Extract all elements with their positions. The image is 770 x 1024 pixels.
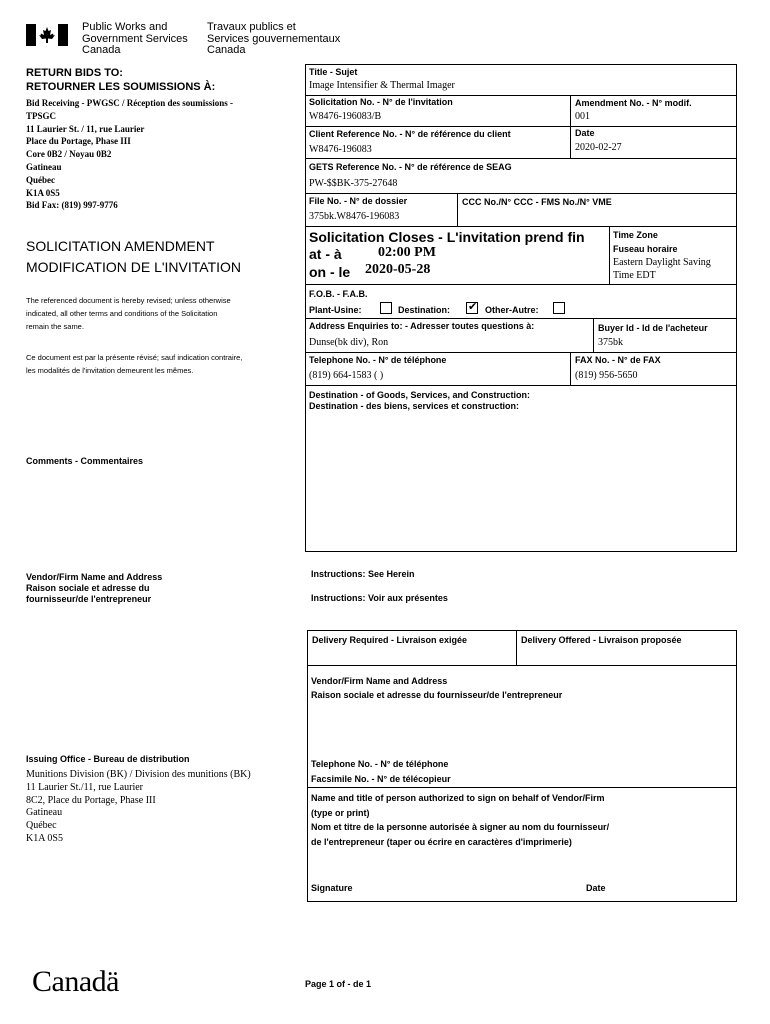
date-label: Date xyxy=(575,128,595,138)
department-name-en xyxy=(82,22,188,57)
buyer-id-label: Buyer Id - Id de l'acheteur xyxy=(598,323,708,333)
timezone-label: Time Zone xyxy=(613,230,658,240)
amendment-text-line: indicated, all other terms and conditions of the Solicitation xyxy=(26,309,218,318)
timezone-block xyxy=(613,228,736,283)
delivery-required-label: Delivery Required - Livraison exigée xyxy=(312,635,468,645)
at-value: 02:00 PM xyxy=(378,245,436,260)
department-name-fr xyxy=(207,22,340,57)
vendor-facsimile-label: Facsimile No. - N° de télécopieur xyxy=(311,774,451,784)
other-checkbox[interactable] xyxy=(553,302,565,314)
header-en-line: Government Services xyxy=(82,32,188,45)
issuing-line: Gatineau xyxy=(26,807,63,819)
ccc-no-label: CCC No./N° CCC - FMS No./N° VME xyxy=(462,197,612,207)
amendment-text-en xyxy=(26,294,231,333)
fax-label: FAX No. - N° de FAX xyxy=(575,355,661,365)
return-bids-title-en: RETURN BIDS TO: xyxy=(26,67,123,79)
amendment-title xyxy=(26,236,241,278)
vendor-left-label xyxy=(26,572,162,605)
authorized-person-line: Name and title of person authorized to sign on behalf of Vendor/Firm xyxy=(311,793,605,803)
issuing-line: Munitions Division (BK) / Division des munitions (BK) xyxy=(26,769,251,780)
solicitation-no-value: W8476-196083/B xyxy=(309,111,382,122)
issuing-line: 8C2, Place du Portage, Phase III xyxy=(26,794,156,806)
issuing-line: 11 Laurier St./11, rue Laurier xyxy=(26,781,143,793)
authorized-person-label xyxy=(311,791,609,849)
comments-label: Comments - Commentaires xyxy=(26,456,144,466)
delivery-offered-label: Delivery Offered - Livraison proposée xyxy=(521,635,682,645)
address-line: K1A 0S5 xyxy=(26,187,60,198)
client-ref-value: W8476-196083 xyxy=(309,144,372,155)
vendor-firm-label xyxy=(311,674,562,702)
destination-label: Destination: xyxy=(398,305,451,315)
signature-label: Signature xyxy=(311,883,353,893)
return-bids-address xyxy=(26,97,233,212)
return-bids-title-fr: RETOURNER LES SOUMISSIONS À: xyxy=(26,81,216,93)
authorized-person-line: de l'entrepreneur (taper ou écrire en caractères d'imprimerie) xyxy=(311,836,572,847)
vendor-left-line: Vendor/Firm Name and Address xyxy=(26,572,163,582)
telephone-value: (819) 664-1583 ( ) xyxy=(309,370,384,381)
address-line: Gatineau xyxy=(26,161,62,172)
file-no-value: 375bk.W8476-196083 xyxy=(309,211,400,222)
instructions-fr: Instructions: Voir aux présentes xyxy=(311,593,448,603)
address-line: TPSGC xyxy=(26,110,57,121)
on-value: 2020-05-28 xyxy=(365,262,431,277)
vendor-left-line: fournisseur/de l'entrepreneur xyxy=(26,594,152,604)
vendor-telephone-label: Telephone No. - N° de téléphone xyxy=(311,759,449,769)
signature-date-label: Date xyxy=(586,883,606,893)
amendment-text-line: Ce document est par la présente révisé; sauf indication contraire, xyxy=(26,353,243,362)
gets-ref-label: GETS Reference No. - N° de référence de SEAG xyxy=(309,162,512,172)
authorized-person-line: (type or print) xyxy=(311,807,370,818)
issuing-line: K1A 0S5 xyxy=(26,832,63,844)
address-line: 11 Laurier St. / 11, rue Laurier xyxy=(26,123,145,134)
amendment-text-line: The referenced document is hereby revised; unless otherwise xyxy=(26,296,231,305)
title-value: Image Intensifier & Thermal Imager xyxy=(309,80,455,91)
amendment-title-en: SOLICITATION AMENDMENT xyxy=(26,238,215,254)
gets-ref-value: PW-$$BK-375-27648 xyxy=(309,178,398,189)
vendor-firm-line: Vendor/Firm Name and Address xyxy=(311,676,448,686)
file-no-label: File No. - N° de dossier xyxy=(309,196,408,206)
header-fr-line: Canada xyxy=(207,44,246,56)
canada-flag-icon xyxy=(26,24,68,46)
address-line: Bid Receiving - PWGSC / Réception des soumissions - xyxy=(26,98,234,108)
closes-title: Solicitation Closes - L'invitation prend fin xyxy=(309,229,585,245)
timezone-value: Time EDT xyxy=(613,270,656,281)
issuing-office-address xyxy=(26,769,251,846)
amendment-text-line: les modalités de l'invitation demeurent les mêmes. xyxy=(26,366,194,375)
header-fr-line: Services gouvernementaux xyxy=(207,32,341,45)
header-en-line: Canada xyxy=(82,44,121,56)
destination-goods-line: Destination - des biens, services et construction: xyxy=(309,401,520,411)
on-label: on - le xyxy=(309,264,351,280)
issuing-line: Québec xyxy=(26,820,57,832)
vendor-firm-line: Raison sociale et adresse du fournisseur/de l'entrepreneur xyxy=(311,690,563,700)
buyer-id-value: 375bk xyxy=(598,337,623,348)
return-bids-title xyxy=(26,66,215,94)
solicitation-no-label: Solicitation No. - N° de l'invitation xyxy=(309,97,453,107)
client-ref-label: Client Reference No. - N° de référence du client xyxy=(309,129,511,139)
authorized-person-line: Nom et titre de la personne autorisée à signer au nom du fournisseur/ xyxy=(311,822,610,832)
address-line: Core 0B2 / Noyau 0B2 xyxy=(26,149,112,160)
telephone-label: Telephone No. - N° de téléphone xyxy=(309,355,447,365)
vendor-left-line: Raison sociale et adresse du xyxy=(26,583,150,593)
title-label: Title - Sujet xyxy=(309,67,358,77)
bid-fax-line: Bid Fax: (819) 997-9776 xyxy=(26,200,118,211)
timezone-value: Eastern Daylight Saving xyxy=(613,257,711,268)
destination-checkbox[interactable] xyxy=(466,302,478,314)
issuing-office-label: Issuing Office - Bureau de distribution xyxy=(26,754,190,764)
amendment-text-fr xyxy=(26,351,242,377)
fob-label: F.O.B. - F.A.B. xyxy=(309,289,368,299)
address-line: Place du Portage, Phase III xyxy=(26,136,131,147)
date-value: 2020-02-27 xyxy=(575,142,622,153)
header-en-line: Public Works and xyxy=(82,21,168,33)
fax-value: (819) 956-5650 xyxy=(575,370,638,381)
plant-checkbox[interactable] xyxy=(380,302,392,314)
address-line: Québec xyxy=(26,174,55,185)
destination-goods-line: Destination - of Goods, Services, and Construction: xyxy=(309,390,531,400)
address-enquiries-label: Address Enquiries to: - Adresser toutes questions à: xyxy=(309,321,535,331)
amendment-no-value: 001 xyxy=(575,111,590,122)
checkmark-icon: ✔ xyxy=(468,301,478,313)
instructions-en: Instructions: See Herein xyxy=(311,569,415,579)
address-enquiries-value: Dunse(bk div), Ron xyxy=(309,337,389,348)
page-number: Page 1 of - de 1 xyxy=(305,979,372,989)
amendment-text-line: remain the same. xyxy=(26,322,84,331)
header-fr-line: Travaux publics et xyxy=(207,21,296,33)
plant-label: Plant-Usine: xyxy=(309,305,362,315)
amendment-no-label: Amendment No. - N° modif. xyxy=(575,98,692,108)
destination-goods-label xyxy=(309,390,530,412)
other-label: Other-Autre: xyxy=(485,305,539,315)
timezone-label-fr: Fuseau horaire xyxy=(613,244,678,254)
canada-wordmark-logo: Canadä xyxy=(32,965,119,998)
at-label: at - à xyxy=(309,246,342,262)
amendment-title-fr: MODIFICATION DE L'INVITATION xyxy=(26,259,242,275)
